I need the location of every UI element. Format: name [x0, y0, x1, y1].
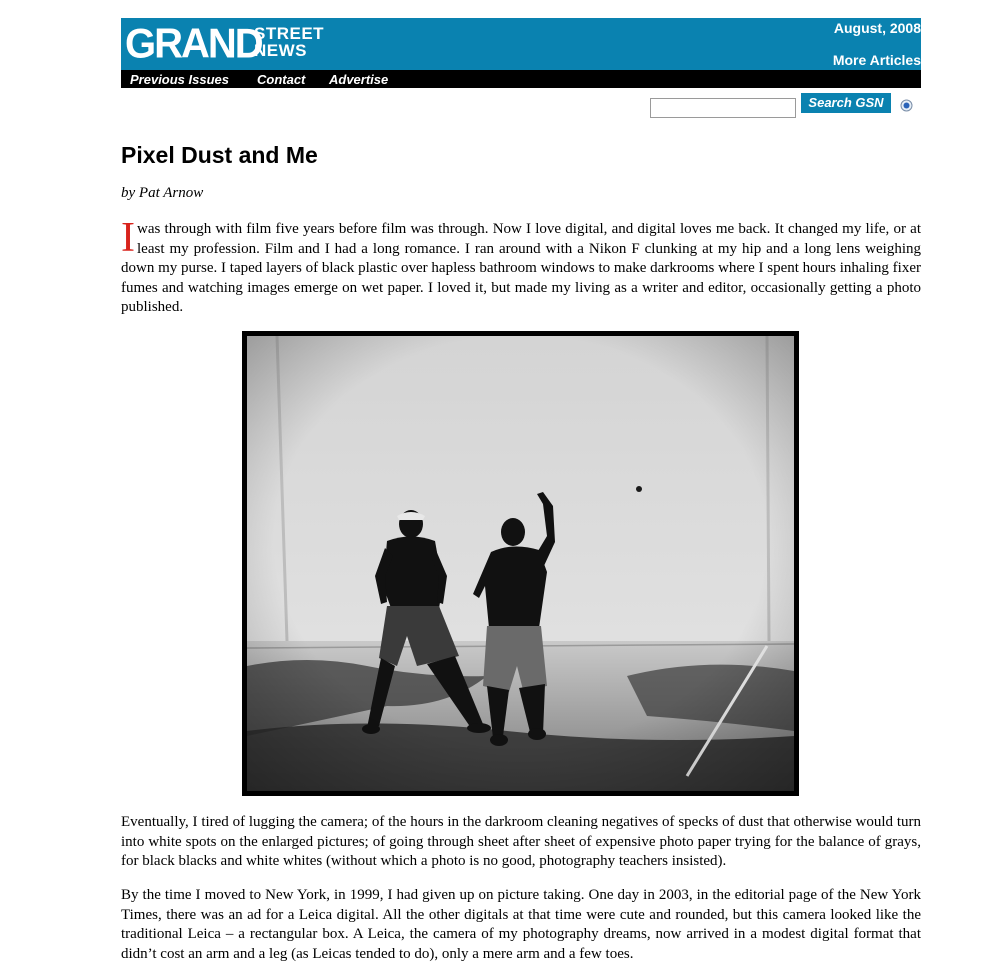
logo-street: STREET — [254, 24, 325, 43]
search-button[interactable]: Search GSN — [801, 93, 891, 113]
more-articles-link[interactable]: More Articles — [832, 52, 921, 68]
nav-advertise[interactable]: Advertise — [329, 72, 389, 87]
search-input[interactable] — [650, 98, 796, 118]
nav-contact[interactable]: Contact — [257, 72, 306, 87]
article-title: Pixel Dust and Me — [121, 142, 318, 168]
article-paragraph-3: By the time I moved to New York, in 1999, I had given up on picture taking. One day in 2003, in the editorial page of the New York Times, there was an ad for a Leica digital. All the other digitals at that time were cute and rounded, but this camera looked like the traditional Leica – a rectangular box. A Leica, the camera of my photography dreams, now arrived in a modest digital format that didn’t cost an arm and a leg (as Leicas tended to do), only a mere arm and a few toes. — [121, 887, 921, 962]
article-byline: by Pat Arnow — [121, 185, 204, 201]
article-paragraph-1 — [121, 215, 921, 318]
masthead — [121, 18, 921, 70]
radio-selected-icon[interactable] — [900, 99, 913, 112]
logo-grand: GRAND — [125, 20, 262, 68]
article-photo — [242, 331, 799, 796]
issue-date: August, 2008 — [833, 20, 921, 36]
nav-previous-issues[interactable]: Previous Issues — [130, 72, 229, 87]
nav-bar — [121, 70, 921, 88]
drop-cap: I — [121, 215, 135, 261]
article-paragraph-2: Eventually, I tired of lugging the camera; of the hours in the darkroom cleaning negatives of specks of dust that otherwise would turn into white spots on the enlarged pictures; of going through sheet after sheet of expensive photo paper trying for the balance of grays, for black blacks and white whites (without which a photo is no good, photography teachers insisted). — [121, 814, 921, 869]
handball-players-photo — [247, 336, 794, 791]
paragraph-1-text: was through with film five years before film was through. Now I love digital, and digital loves me back. It changed my life, or at least my profession. Film and I had a long romance. I ran around with a Nikon F clunking at my hip and a long lens weighing down my purse. I taped layers of black plastic over hapless bathroom windows to make darkrooms where I spent hours inhaling fixer fumes and watching images emerge on wet paper. I loved it, but made my living as a writer and editor, occasionally getting a photo published. — [121, 221, 921, 315]
logo-news: NEWS — [254, 41, 307, 60]
